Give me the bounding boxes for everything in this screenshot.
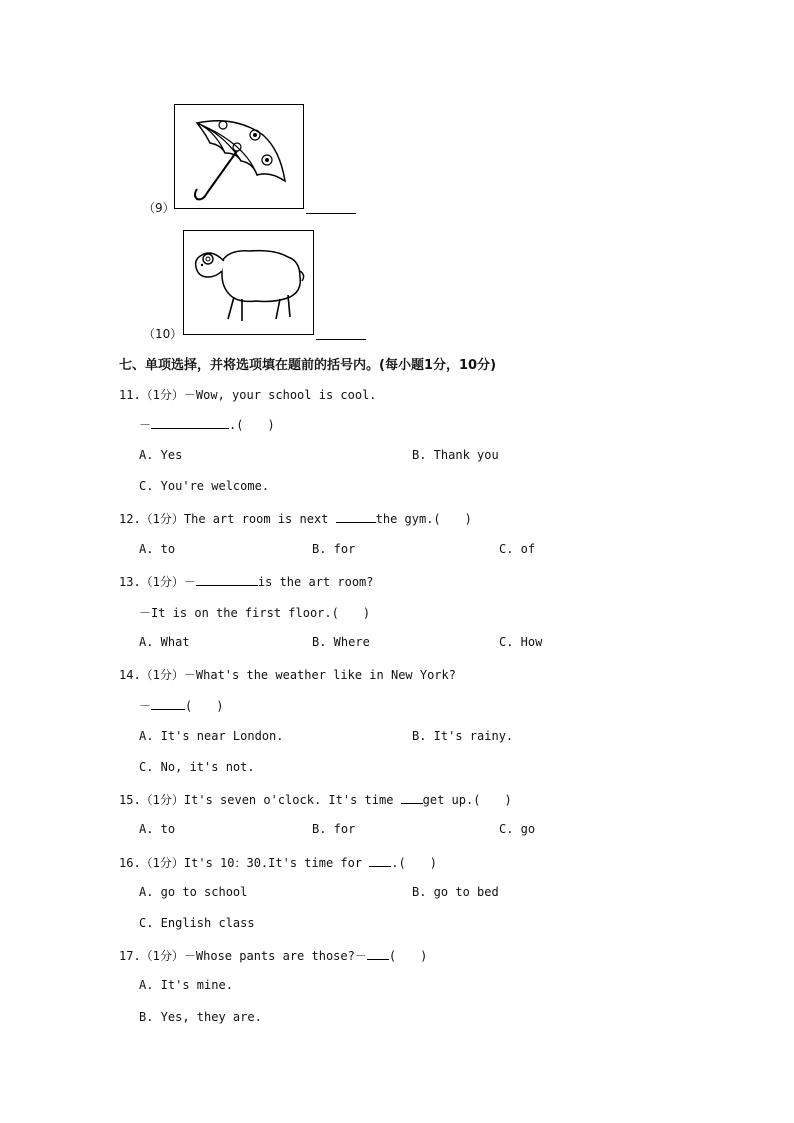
q17-stem-pre: 17.（1分）－Whose pants are those?－ (119, 949, 367, 963)
section-7-title: 七、单项选择，并将选项填在题前的括号内。(每小题1分，10分) (119, 358, 497, 373)
q15-option-a[interactable]: A. to (139, 822, 176, 836)
q16-blank[interactable] (369, 854, 391, 867)
q14-answer-line (139, 697, 223, 714)
q14-stem: 14.（1分）－What's the weather like in New York? (119, 668, 456, 682)
q17-blank[interactable] (367, 947, 389, 960)
q12-option-b[interactable]: B. for (312, 542, 356, 556)
umbrella-picture-frame (174, 104, 304, 209)
q13-option-a[interactable]: A. What (139, 635, 190, 649)
q17-stem (119, 947, 427, 964)
q17-option-b[interactable]: B. Yes, they are. (139, 1010, 262, 1024)
q12-option-c[interactable]: C. of (499, 542, 536, 556)
q12-stem-pre: 12.（1分）The art room is next (119, 512, 336, 526)
q15-option-b[interactable]: B. for (312, 822, 356, 836)
q11-stem: 11.（1分）－Wow, your school is cool. (119, 388, 377, 402)
q14-blank[interactable] (151, 697, 185, 710)
item-9-label: （9） (143, 201, 175, 215)
q13-option-c[interactable]: C. How (499, 635, 543, 649)
q11-dash: － (139, 418, 152, 432)
q14-paren: ( ) (185, 699, 224, 713)
q14-dash: － (139, 699, 152, 713)
q11-option-b[interactable]: B. Thank you (412, 448, 499, 462)
q14-option-b[interactable]: B. It's rainy. (412, 729, 514, 743)
q11-option-c[interactable]: C. You're welcome. (139, 479, 270, 493)
q16-option-a[interactable]: A. go to school (139, 885, 248, 899)
q15-blank[interactable] (401, 791, 423, 804)
q16-stem-pre: 16.（1分）It's 10：30.It's time for (119, 856, 370, 870)
q15-stem-post: get up.( ) (422, 793, 512, 807)
q15-stem-pre: 15.（1分）It's seven o'clock. It's time (119, 793, 401, 807)
item-10-answer-blank[interactable] (316, 328, 366, 340)
q13-option-b[interactable]: B. Where (312, 635, 370, 649)
q11-paren: .( ) (229, 418, 275, 432)
q11-blank[interactable] (151, 416, 229, 429)
q12-stem-post: the gym.( ) (375, 512, 472, 526)
q16-stem (119, 854, 437, 871)
q12-blank[interactable] (336, 510, 376, 523)
q12-option-a[interactable]: A. to (139, 542, 176, 556)
q11-option-a[interactable]: A. Yes (139, 448, 183, 462)
q11-answer-line (139, 416, 275, 433)
q15-option-c[interactable]: C. go (499, 822, 536, 836)
q13-stem-pre: 13.（1分）－ (119, 575, 196, 589)
q12-stem (119, 510, 472, 527)
q13-blank[interactable] (196, 573, 258, 586)
umbrella-icon (175, 105, 302, 207)
sheep-icon (184, 231, 312, 333)
item-10-label: （10） (143, 327, 183, 341)
q17-stem-post: ( ) (388, 949, 428, 963)
q16-option-b[interactable]: B. go to bed (412, 885, 499, 899)
q13-line2: －It is on the first floor.( ) (139, 606, 371, 620)
q13-stem-post: is the art room? (257, 575, 374, 589)
q15-stem (119, 791, 512, 808)
q17-option-a[interactable]: A. It's mine. (139, 978, 233, 992)
q16-option-c[interactable]: C. English class (139, 916, 255, 930)
sheep-picture-frame (183, 230, 314, 335)
q14-option-c[interactable]: C. No, it's not. (139, 760, 255, 774)
q14-option-a[interactable]: A. It's near London. (139, 729, 284, 743)
q13-stem (119, 573, 374, 590)
q16-stem-post: .( ) (391, 856, 437, 870)
item-9-answer-blank[interactable] (306, 202, 356, 214)
